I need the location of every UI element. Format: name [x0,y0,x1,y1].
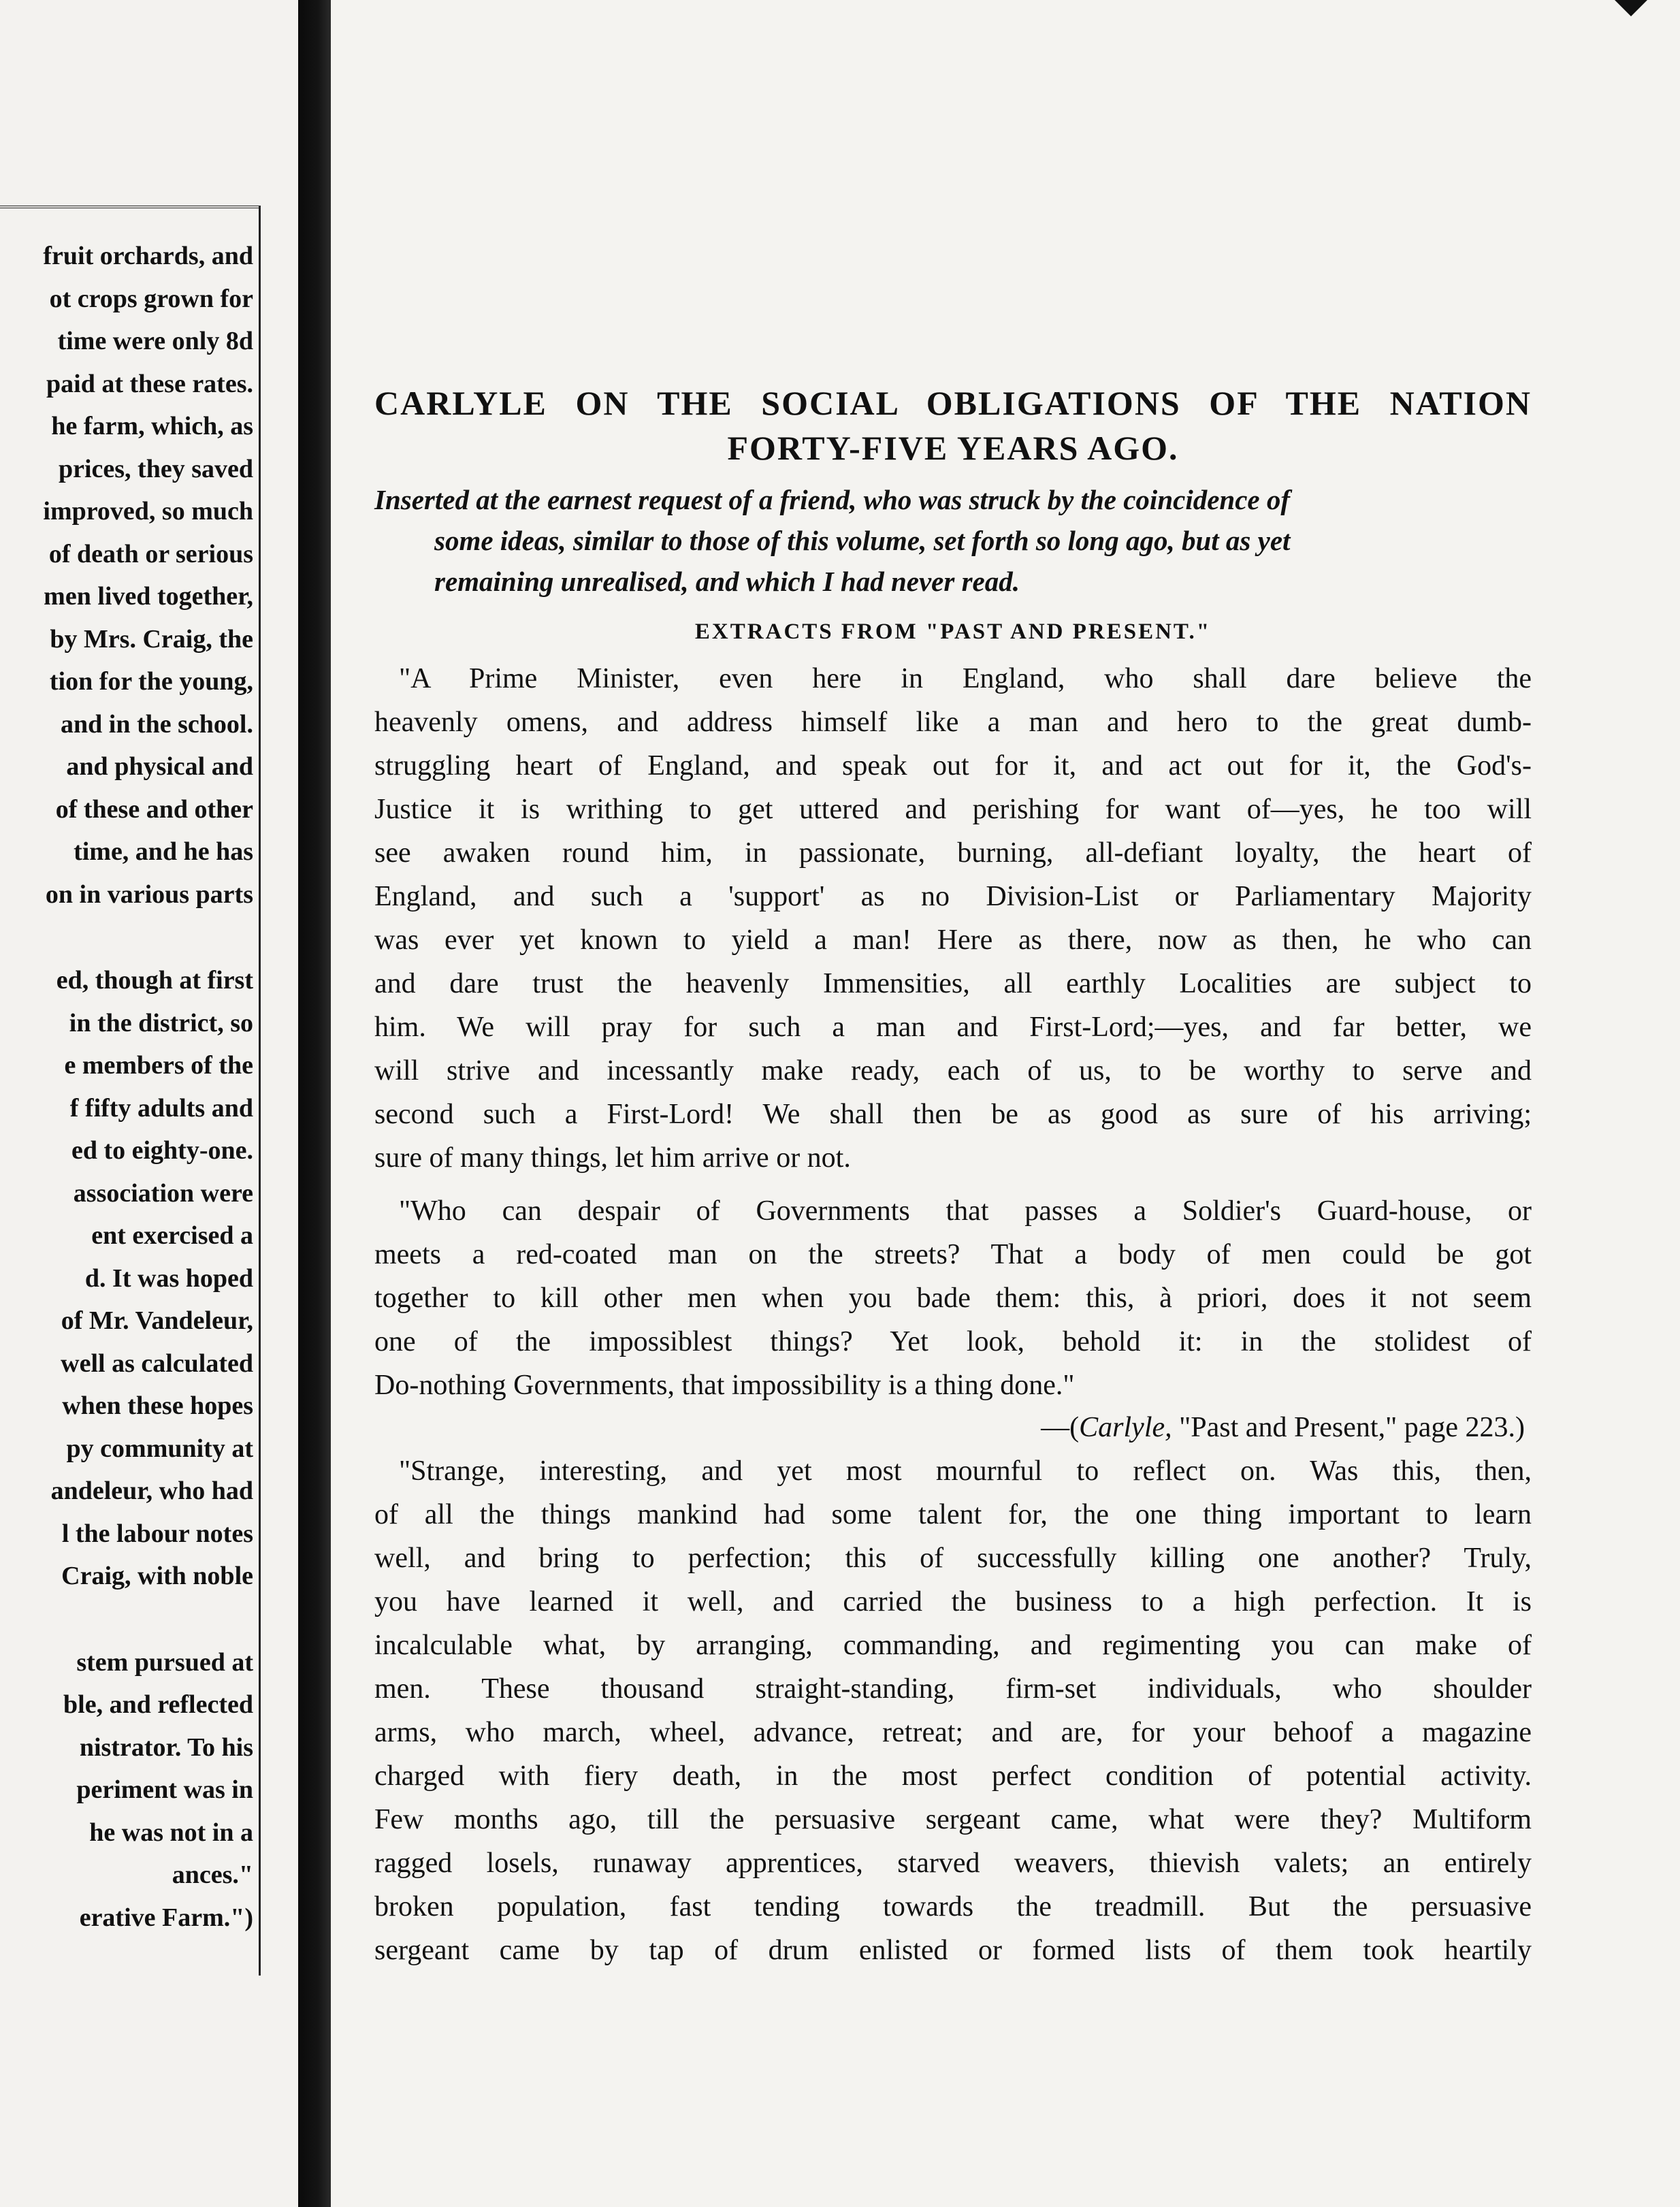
article-title [374,381,1532,470]
left-column-line: well as calculated [61,1349,253,1378]
left-column-line: and in the school. [61,709,253,739]
left-column-line: erative Farm.") [79,1903,253,1932]
book-gutter [298,0,331,2207]
text-line: was ever yet known to yield a man! Here as there, now as then, he who can [374,924,1532,956]
left-column-line: paid at these rates. [46,369,253,398]
text-line: meets a red-coated man on the streets? That a body of men could be got [374,1239,1532,1270]
text-line: second such a First-Lord! We shall then be as good as sure of his arriving; [374,1099,1532,1130]
left-column-line [0,1598,253,1641]
text-line: ragged losels, runaway apprentices, starved weavers, thievish valets; an entirely [374,1848,1532,1879]
text-line: together to kill other men when you bade them: this, à priori, does it not seem [374,1283,1532,1314]
left-column-line: by Mrs. Craig, the [50,624,253,654]
left-column-line: in the district, so [69,1008,253,1037]
left-column-line: ed, though at first [56,966,253,995]
quote-paragraph-3 [374,1449,1532,1972]
article [374,381,1532,1972]
left-column-line: association were [73,1178,253,1208]
text-line: will strive and incessantly make ready, each of us, to be worthy to serve and [374,1055,1532,1086]
text-line: broken population, fast tending towards the treadmill. But the persuasive [374,1891,1532,1922]
editor-note-line: Inserted at the earnest request of a friend, who was struck by the coincidence of [374,484,1291,515]
editor-note [374,479,1532,602]
text-line: sure of many things, let him arrive or not. [374,1142,851,1174]
quote-paragraph-1 [374,657,1532,1180]
text-line: of all the things mankind had some talent for, the one thing important to learn [374,1499,1532,1530]
text-line: men. These thousand straight-standing, firm-set individuals, who shoulder [374,1673,1532,1705]
left-column-line: f fifty adults and [69,1093,253,1123]
text-line: incalculable what, by arranging, commanding, and regimenting you can make of [374,1630,1532,1661]
left-column-line: e members of the [64,1051,253,1080]
left-column-text [0,235,253,1939]
left-column-line: nistrator. To his [79,1733,253,1762]
left-column-line: he farm, which, as [51,412,253,440]
left-page-fragment [0,0,298,2207]
left-column-line: of Mr. Vandeleur, [61,1306,253,1335]
left-column-line: time, and he has [74,837,253,866]
left-column-line: improved, so much [43,497,253,526]
quote-paragraph-2 [374,1189,1532,1407]
column-rule-right [259,206,261,1976]
text-line: Few months ago, till the persuasive sergeant came, what were they? Multiform [374,1804,1532,1835]
text-line: one of the impossiblest things? Yet look, behold it: in the stolidest of [374,1326,1532,1357]
title-line-2: FORTY-FIVE YEARS AGO. [727,429,1179,467]
left-column-line: ble, and reflected [63,1690,253,1719]
left-column-line: ances." [172,1860,253,1889]
left-column-line: d. It was hoped [84,1263,253,1293]
text-line: well, and bring to perfection; this of successfully killing one another? Truly, [374,1543,1532,1574]
left-column-line: ot crops grown for [49,284,253,313]
left-column-line: men lived together, [44,582,253,611]
left-column-line: and physical and [66,752,253,781]
left-column-line: ed to eighty-one. [71,1136,253,1165]
text-line: Justice it is writhing to get uttered and perishing for want of—yes, he too will [374,794,1532,825]
left-column-line [0,916,253,959]
main-page [331,0,1680,2207]
text-line: him. We will pray for such a man and First-Lord;—yes, and far better, we [374,1012,1532,1043]
text-line: see awaken round him, in passionate, burning, all-defiant loyalty, the heart of [374,837,1532,869]
left-column-line: andeleur, who had [50,1477,253,1505]
left-column-line: on in various parts [45,880,253,909]
left-column-line: ent exercised a [91,1221,253,1250]
left-column-line: time were only 8d [57,327,253,355]
left-column-line: l the labour notes [61,1519,253,1548]
attribution-source: "Past and Present," page 223.) [1172,1412,1525,1443]
attribution-prefix: —( [1041,1412,1080,1443]
left-column-line: when these hopes [62,1391,253,1420]
text-line: you have learned it well, and carried the business to a high perfection. It is [374,1586,1532,1617]
attribution [374,1411,1525,1444]
left-column-line: of death or serious [48,539,253,568]
title-line-1: CARLYLE ON THE SOCIAL OBLIGATIONS OF THE NATION [374,384,1532,422]
text-line: and dare trust the heavenly Immensities, all earthly Localities are subject to [374,968,1532,999]
editor-note-line: remaining unrealised, and which I had never read. [434,566,1020,597]
editor-note-line: some ideas, similar to those of this volume, set forth so long ago, but as yet [434,525,1291,556]
text-line: charged with fiery death, in the most perfect condition of potential activity. [374,1760,1532,1792]
left-column-line: tion for the young, [49,667,253,696]
text-line: "Strange, interesting, and yet most mournful to reflect on. Was this, then, [399,1455,1532,1487]
text-line: heavenly omens, and address himself like a man and hero to the great dumb- [374,707,1532,738]
text-line: England, and such a 'support' as no Division-List or Parliamentary Majority [374,881,1532,912]
left-column-line: periment was in [76,1775,253,1804]
text-line: sergeant came by tap of drum enlisted or formed lists of them took heartily [374,1935,1532,1966]
left-column-line: prices, they saved [58,454,253,483]
text-line: arms, who march, wheel, advance, retreat; and are, for your behoof a magazine [374,1717,1532,1748]
column-rule-top [0,206,259,208]
extracts-subheading: EXTRACTS FROM "PAST AND PRESENT." [694,619,1212,644]
left-column-line: stem pursued at [76,1647,253,1677]
text-line: Do-nothing Governments, that impossibility is a thing done." [374,1370,1075,1401]
text-line: struggling heart of England, and speak out for it, and act out for it, the God's- [374,750,1532,782]
left-column-line: fruit orchards, and [43,242,253,270]
page-corner-mark [1615,0,1647,16]
left-column-line: Craig, with noble [61,1562,253,1590]
attribution-author: Carlyle, [1079,1412,1172,1443]
left-column-line: py community at [66,1434,253,1463]
left-column-line: he was not in a [89,1818,253,1847]
left-column-line: of these and other [55,794,253,824]
text-line: "A Prime Minister, even here in England, who shall dare believe the [399,663,1532,694]
text-line: "Who can despair of Governments that passes a Soldier's Guard-house, or [399,1195,1532,1227]
